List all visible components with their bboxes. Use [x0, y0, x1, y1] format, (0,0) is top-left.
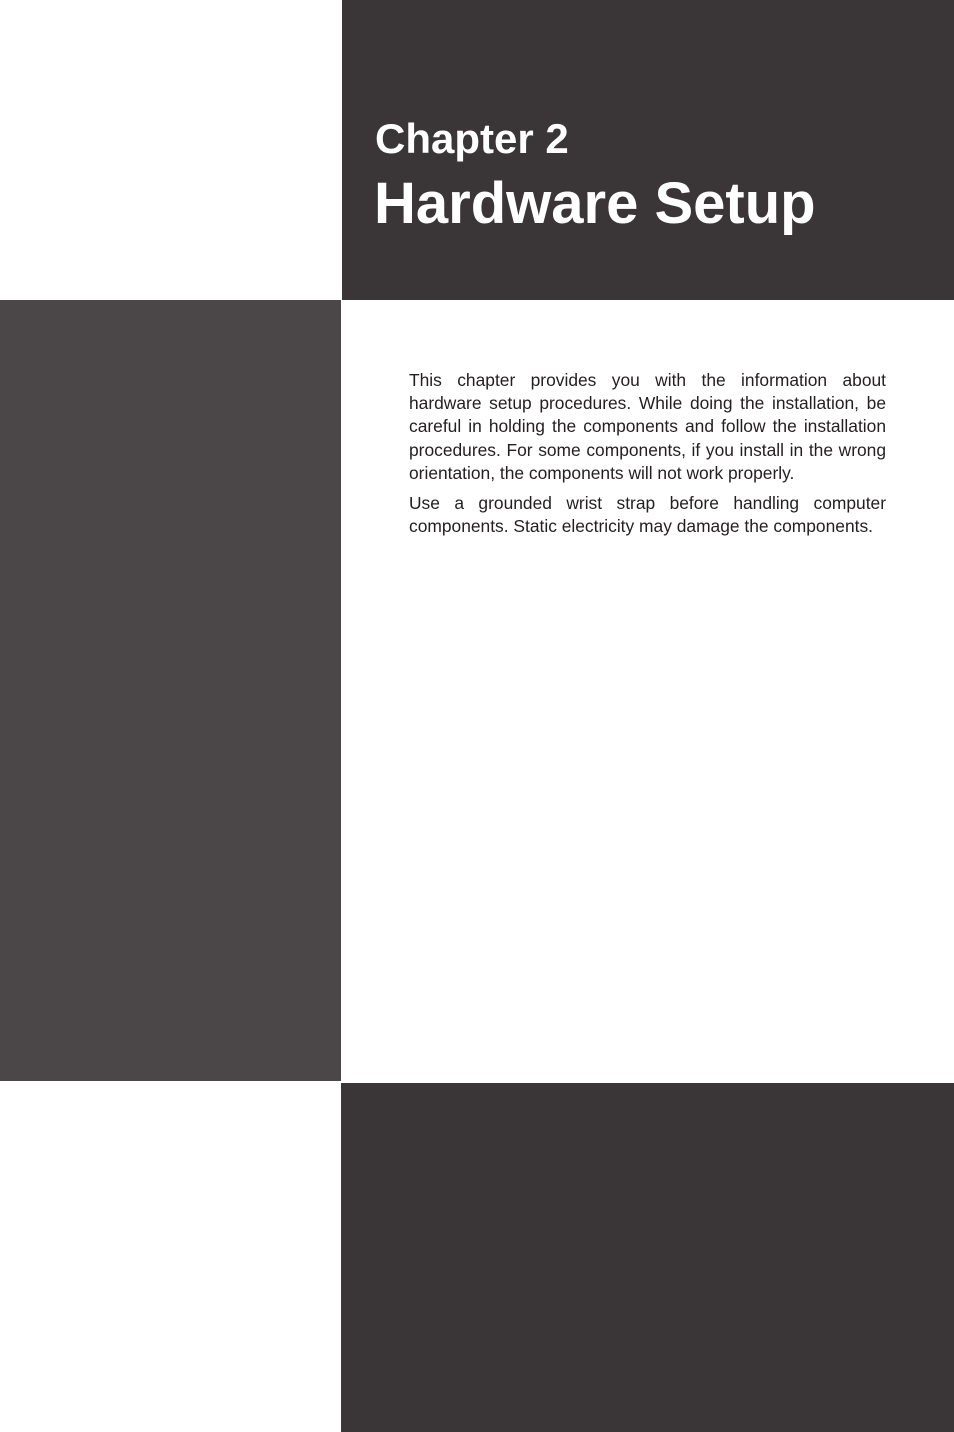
intro-paragraph: This chapter provides you with the information about hardware setup procedures. While doing the installation, be careful in holding the components and follow the installation procedures. For some components, if you install in the wrong orientation, the components will not work properly.	[409, 370, 886, 483]
safety-paragraph: Use a grounded wrist strap before handling computer components. Static electricity may damage the components.	[409, 493, 886, 537]
side-background-block	[0, 300, 341, 1081]
chapter-title: Hardware Setup	[374, 171, 816, 236]
footer-background-block	[341, 1083, 954, 1432]
chapter-intro	[409, 369, 886, 545]
chapter-number: Chapter 2	[375, 115, 569, 162]
